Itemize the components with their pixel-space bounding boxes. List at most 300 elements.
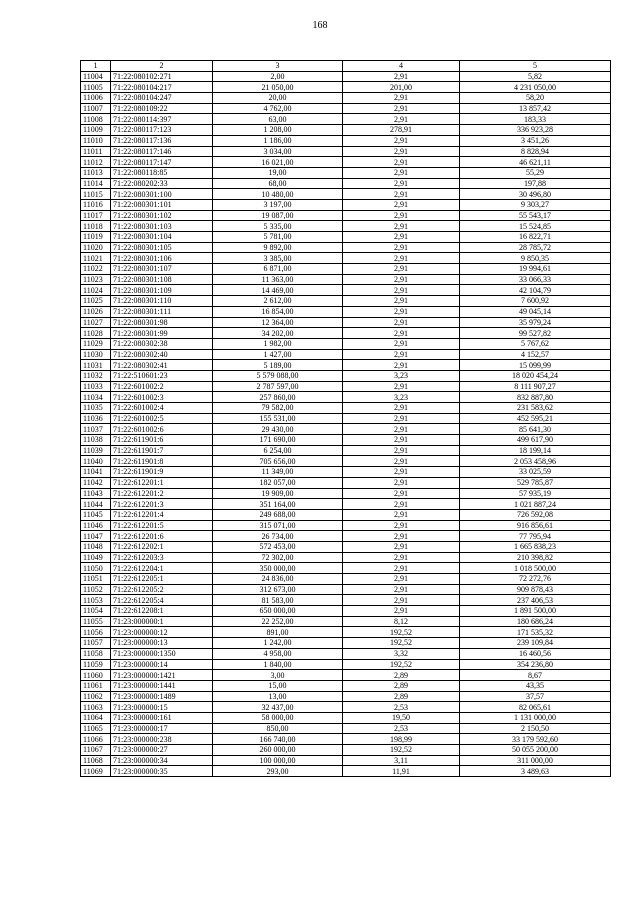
row-number: 11050 <box>81 563 111 574</box>
rate-value: 19,50 <box>343 712 460 723</box>
table-row <box>81 349 611 360</box>
area-value: 1 427,00 <box>213 349 343 360</box>
cadastral-number: 71:22:601002:2 <box>111 381 213 392</box>
row-number: 11012 <box>81 157 111 168</box>
total-value: 18 199,14 <box>460 445 611 456</box>
rate-value: 2,91 <box>343 563 460 574</box>
cadastral-number: 71:22:611901:8 <box>111 456 213 467</box>
row-number: 11053 <box>81 595 111 606</box>
area-value: 3 034,00 <box>213 146 343 157</box>
area-value: 155 531,00 <box>213 413 343 424</box>
cadastral-number: 71:22:080102:271 <box>111 71 213 82</box>
area-value: 29 430,00 <box>213 424 343 435</box>
table-row <box>81 499 611 510</box>
rate-value: 192,52 <box>343 638 460 649</box>
total-value: 832 887,80 <box>460 392 611 403</box>
cadastral-number: 71:22:510601:23 <box>111 370 213 381</box>
cadastral-number: 71:22:080301:100 <box>111 189 213 200</box>
total-value: 354 236,80 <box>460 659 611 670</box>
rate-value: 2,91 <box>343 499 460 510</box>
total-value: 16 822,71 <box>460 232 611 243</box>
table-row <box>81 477 611 488</box>
table-row <box>81 381 611 392</box>
cadastral-number: 71:22:080301:102 <box>111 210 213 221</box>
total-value: 82 065,61 <box>460 702 611 713</box>
table-row <box>81 734 611 745</box>
cadastral-number: 71:23:000000:13 <box>111 638 213 649</box>
area-value: 705 656,00 <box>213 456 343 467</box>
area-value: 26 734,00 <box>213 531 343 542</box>
rate-value: 2,89 <box>343 691 460 702</box>
rate-value: 2,91 <box>343 584 460 595</box>
cadastral-number: 71:22:080301:106 <box>111 253 213 264</box>
row-number: 11066 <box>81 734 111 745</box>
column-header-2: 2 <box>111 61 213 72</box>
total-value: 231 583,62 <box>460 403 611 414</box>
row-number: 11023 <box>81 274 111 285</box>
rate-value: 2,91 <box>343 71 460 82</box>
table-body <box>81 71 611 776</box>
row-number: 11017 <box>81 210 111 221</box>
cadastral-number: 71:22:080301:99 <box>111 328 213 339</box>
rate-value: 2,91 <box>343 306 460 317</box>
row-number: 11028 <box>81 328 111 339</box>
area-value: 5 335,00 <box>213 221 343 232</box>
cadastral-number: 71:22:612201:5 <box>111 520 213 531</box>
area-value: 891,00 <box>213 627 343 638</box>
rate-value: 2,91 <box>343 157 460 168</box>
table-row <box>81 135 611 146</box>
row-number: 11047 <box>81 531 111 542</box>
rate-value: 2,91 <box>343 488 460 499</box>
cadastral-number: 71:22:080114:397 <box>111 114 213 125</box>
rate-value: 3,32 <box>343 648 460 659</box>
total-value: 3 451,26 <box>460 135 611 146</box>
cadastral-number: 71:22:080301:104 <box>111 232 213 243</box>
total-value: 9 303,27 <box>460 199 611 210</box>
rate-value: 2,91 <box>343 456 460 467</box>
area-value: 572 453,00 <box>213 541 343 552</box>
total-value: 336 923,28 <box>460 125 611 136</box>
total-value: 7 600,92 <box>460 296 611 307</box>
row-number: 11010 <box>81 135 111 146</box>
cadastral-number: 71:22:601002:4 <box>111 403 213 414</box>
area-value: 14 469,00 <box>213 285 343 296</box>
table-row <box>81 766 611 777</box>
total-value: 37,57 <box>460 691 611 702</box>
row-number: 11048 <box>81 541 111 552</box>
rate-value: 2,91 <box>343 178 460 189</box>
cadastral-number: 71:22:080302:40 <box>111 349 213 360</box>
table-row <box>81 146 611 157</box>
total-value: 33 179 592,60 <box>460 734 611 745</box>
row-number: 11019 <box>81 232 111 243</box>
area-value: 249 688,00 <box>213 509 343 520</box>
row-number: 11042 <box>81 477 111 488</box>
total-value: 311 000,00 <box>460 755 611 766</box>
table-row <box>81 264 611 275</box>
table-row <box>81 616 611 627</box>
table-row <box>81 606 611 617</box>
cadastral-number: 71:22:080302:41 <box>111 360 213 371</box>
rate-value: 2,91 <box>343 328 460 339</box>
area-value: 166 740,00 <box>213 734 343 745</box>
total-value: 46 621,11 <box>460 157 611 168</box>
rate-value: 2,89 <box>343 680 460 691</box>
area-value: 171 690,00 <box>213 435 343 446</box>
rate-value: 192,52 <box>343 627 460 638</box>
area-value: 315 071,00 <box>213 520 343 531</box>
total-value: 43,35 <box>460 680 611 691</box>
rate-value: 2,91 <box>343 189 460 200</box>
cadastral-number: 71:23:000000:1 <box>111 616 213 627</box>
table-row <box>81 328 611 339</box>
table-row <box>81 467 611 478</box>
table-row <box>81 210 611 221</box>
area-value: 5 189,00 <box>213 360 343 371</box>
cadastral-number: 71:23:000000:27 <box>111 745 213 756</box>
table-row <box>81 691 611 702</box>
table-row <box>81 627 611 638</box>
area-value: 22 252,00 <box>213 616 343 627</box>
row-number: 11064 <box>81 712 111 723</box>
total-value: 72 272,76 <box>460 574 611 585</box>
row-number: 11055 <box>81 616 111 627</box>
cadastral-number: 71:23:000000:238 <box>111 734 213 745</box>
area-value: 2,00 <box>213 71 343 82</box>
table-row <box>81 114 611 125</box>
area-value: 63,00 <box>213 114 343 125</box>
row-number: 11039 <box>81 445 111 456</box>
area-value: 5 579 088,00 <box>213 370 343 381</box>
table-row <box>81 488 611 499</box>
table-row <box>81 317 611 328</box>
table-row <box>81 392 611 403</box>
table-row <box>81 167 611 178</box>
table-row <box>81 702 611 713</box>
area-value: 19,00 <box>213 167 343 178</box>
area-value: 351 164,00 <box>213 499 343 510</box>
area-value: 16 021,00 <box>213 157 343 168</box>
total-value: 35 979,24 <box>460 317 611 328</box>
row-number: 11026 <box>81 306 111 317</box>
table-row <box>81 552 611 563</box>
row-number: 11027 <box>81 317 111 328</box>
total-value: 726 592,08 <box>460 509 611 520</box>
rate-value: 2,91 <box>343 242 460 253</box>
rate-value: 2,91 <box>343 520 460 531</box>
row-number: 11013 <box>81 167 111 178</box>
area-value: 3 197,00 <box>213 199 343 210</box>
cadastral-number: 71:22:601002:6 <box>111 424 213 435</box>
total-value: 55 543,17 <box>460 210 611 221</box>
rate-value: 2,91 <box>343 477 460 488</box>
total-value: 171 535,32 <box>460 627 611 638</box>
area-value: 11 349,00 <box>213 467 343 478</box>
total-value: 19 994,61 <box>460 264 611 275</box>
total-value: 1 018 500,00 <box>460 563 611 574</box>
table-row <box>81 82 611 93</box>
rate-value: 2,91 <box>343 264 460 275</box>
cadastral-number: 71:23:000000:1441 <box>111 680 213 691</box>
area-value: 21 050,00 <box>213 82 343 93</box>
rate-value: 192,52 <box>343 659 460 670</box>
total-value: 33 025,59 <box>460 467 611 478</box>
row-number: 11030 <box>81 349 111 360</box>
area-value: 15,00 <box>213 680 343 691</box>
row-number: 11033 <box>81 381 111 392</box>
area-value: 9 892,00 <box>213 242 343 253</box>
cadastral-number: 71:22:612201:2 <box>111 488 213 499</box>
table-row <box>81 445 611 456</box>
table-row <box>81 435 611 446</box>
total-value: 180 686,24 <box>460 616 611 627</box>
area-value: 32 437,00 <box>213 702 343 713</box>
cadastral-number: 71:22:612205:4 <box>111 595 213 606</box>
table-row <box>81 680 611 691</box>
table-row <box>81 71 611 82</box>
area-value: 11 363,00 <box>213 274 343 285</box>
area-value: 10 480,00 <box>213 189 343 200</box>
total-value: 30 496,80 <box>460 189 611 200</box>
cadastral-number: 71:22:080301:103 <box>111 221 213 232</box>
row-number: 11034 <box>81 392 111 403</box>
cadastral-number: 71:23:000000:1350 <box>111 648 213 659</box>
rate-value: 2,91 <box>343 253 460 264</box>
row-number: 11046 <box>81 520 111 531</box>
table-row <box>81 659 611 670</box>
cadastral-number: 71:22:612204:1 <box>111 563 213 574</box>
cadastral-number: 71:23:000000:1421 <box>111 670 213 681</box>
rate-value: 2,91 <box>343 285 460 296</box>
cadastral-number: 71:23:000000:15 <box>111 702 213 713</box>
row-number: 11068 <box>81 755 111 766</box>
table-row <box>81 424 611 435</box>
table-row <box>81 370 611 381</box>
rate-value: 2,89 <box>343 670 460 681</box>
total-value: 4 152,57 <box>460 349 611 360</box>
total-value: 58,20 <box>460 93 611 104</box>
cadastral-number: 71:22:080117:146 <box>111 146 213 157</box>
rate-value: 2,91 <box>343 467 460 478</box>
rate-value: 2,91 <box>343 349 460 360</box>
table-row <box>81 360 611 371</box>
area-value: 100 000,00 <box>213 755 343 766</box>
row-number: 11035 <box>81 403 111 414</box>
cadastral-number: 71:22:611901:7 <box>111 445 213 456</box>
area-value: 79 582,00 <box>213 403 343 414</box>
row-number: 11032 <box>81 370 111 381</box>
cadastral-number: 71:22:612205:2 <box>111 584 213 595</box>
cadastral-number: 71:23:000000:12 <box>111 627 213 638</box>
total-value: 197,88 <box>460 178 611 189</box>
cadastral-number: 71:22:612208:1 <box>111 606 213 617</box>
cadastral-number: 71:22:612201:1 <box>111 477 213 488</box>
row-number: 11006 <box>81 93 111 104</box>
total-value: 3 489,63 <box>460 766 611 777</box>
rate-value: 2,91 <box>343 531 460 542</box>
table-row <box>81 221 611 232</box>
rate-value: 2,91 <box>343 445 460 456</box>
row-number: 11069 <box>81 766 111 777</box>
table-row <box>81 306 611 317</box>
rate-value: 278,91 <box>343 125 460 136</box>
row-number: 11014 <box>81 178 111 189</box>
row-number: 11004 <box>81 71 111 82</box>
area-value: 182 057,00 <box>213 477 343 488</box>
area-value: 2 787 597,00 <box>213 381 343 392</box>
table-row <box>81 670 611 681</box>
total-value: 1 021 887,24 <box>460 499 611 510</box>
cadastral-number: 71:22:080301:109 <box>111 285 213 296</box>
total-value: 5,82 <box>460 71 611 82</box>
table-row <box>81 403 611 414</box>
table-row <box>81 338 611 349</box>
rate-value: 2,91 <box>343 135 460 146</box>
table-row <box>81 638 611 649</box>
table-row <box>81 520 611 531</box>
table-row <box>81 574 611 585</box>
row-number: 11051 <box>81 574 111 585</box>
cadastral-number: 71:22:612201:6 <box>111 531 213 542</box>
table-row <box>81 253 611 264</box>
row-number: 11067 <box>81 745 111 756</box>
cadastral-number: 71:22:080104:247 <box>111 93 213 104</box>
total-value: 237 406,53 <box>460 595 611 606</box>
row-number: 11057 <box>81 638 111 649</box>
row-number: 11021 <box>81 253 111 264</box>
table-row <box>81 531 611 542</box>
row-number: 11059 <box>81 659 111 670</box>
total-value: 1 131 000,00 <box>460 712 611 723</box>
total-value: 9 850,35 <box>460 253 611 264</box>
total-value: 28 785,72 <box>460 242 611 253</box>
area-value: 1 982,00 <box>213 338 343 349</box>
area-value: 3,00 <box>213 670 343 681</box>
row-number: 11045 <box>81 509 111 520</box>
area-value: 850,00 <box>213 723 343 734</box>
total-value: 50 055 200,00 <box>460 745 611 756</box>
rate-value: 192,52 <box>343 745 460 756</box>
area-value: 4 762,00 <box>213 103 343 114</box>
table-row <box>81 723 611 734</box>
area-value: 58 000,00 <box>213 712 343 723</box>
rate-value: 2,91 <box>343 403 460 414</box>
area-value: 650 000,00 <box>213 606 343 617</box>
rate-value: 2,91 <box>343 146 460 157</box>
total-value: 42 104,79 <box>460 285 611 296</box>
rate-value: 2,91 <box>343 435 460 446</box>
cadastral-number: 71:22:080301:98 <box>111 317 213 328</box>
total-value: 99 527,82 <box>460 328 611 339</box>
total-value: 15 099,99 <box>460 360 611 371</box>
data-table <box>80 60 611 777</box>
cadastral-number: 71:22:612202:1 <box>111 541 213 552</box>
rate-value: 201,00 <box>343 82 460 93</box>
row-number: 11007 <box>81 103 111 114</box>
row-number: 11008 <box>81 114 111 125</box>
total-value: 8 111 907,27 <box>460 381 611 392</box>
row-number: 11056 <box>81 627 111 638</box>
row-number: 11009 <box>81 125 111 136</box>
total-value: 8 828,94 <box>460 146 611 157</box>
row-number: 11018 <box>81 221 111 232</box>
row-number: 11052 <box>81 584 111 595</box>
rate-value: 2,91 <box>343 221 460 232</box>
cadastral-number: 71:22:080118:85 <box>111 167 213 178</box>
cadastral-number: 71:22:601002:5 <box>111 413 213 424</box>
table-row <box>81 584 611 595</box>
cadastral-number: 71:22:080301:107 <box>111 264 213 275</box>
cadastral-number: 71:23:000000:35 <box>111 766 213 777</box>
rate-value: 11,91 <box>343 766 460 777</box>
total-value: 5 767,62 <box>460 338 611 349</box>
total-value: 13 857,42 <box>460 103 611 114</box>
rate-value: 2,91 <box>343 210 460 221</box>
total-value: 239 109,84 <box>460 638 611 649</box>
total-value: 1 665 838,23 <box>460 541 611 552</box>
rate-value: 2,91 <box>343 424 460 435</box>
cadastral-number: 71:22:612201:3 <box>111 499 213 510</box>
area-value: 1 186,00 <box>213 135 343 146</box>
table-row <box>81 103 611 114</box>
row-number: 11065 <box>81 723 111 734</box>
cadastral-number: 71:22:080301:111 <box>111 306 213 317</box>
cadastral-number: 71:22:080302:38 <box>111 338 213 349</box>
total-value: 8,67 <box>460 670 611 681</box>
cadastral-number: 71:22:080202:33 <box>111 178 213 189</box>
area-value: 24 836,00 <box>213 574 343 585</box>
rate-value: 2,91 <box>343 509 460 520</box>
table-row <box>81 93 611 104</box>
area-value: 3 385,00 <box>213 253 343 264</box>
table-row <box>81 595 611 606</box>
area-value: 16 854,00 <box>213 306 343 317</box>
rate-value: 2,53 <box>343 723 460 734</box>
total-value: 77 795,94 <box>460 531 611 542</box>
table-row <box>81 712 611 723</box>
page-number: 168 <box>312 20 328 31</box>
cadastral-number: 71:22:080104:217 <box>111 82 213 93</box>
row-number: 11037 <box>81 424 111 435</box>
rate-value: 2,91 <box>343 317 460 328</box>
table-row <box>81 232 611 243</box>
area-value: 260 000,00 <box>213 745 343 756</box>
row-number: 11061 <box>81 680 111 691</box>
table-row <box>81 296 611 307</box>
table-row <box>81 157 611 168</box>
cadastral-number: 71:22:612205:1 <box>111 574 213 585</box>
area-value: 12 364,00 <box>213 317 343 328</box>
column-header-3: 3 <box>213 61 343 72</box>
cadastral-number: 71:23:000000:161 <box>111 712 213 723</box>
table-row <box>81 189 611 200</box>
row-number: 11062 <box>81 691 111 702</box>
row-number: 11025 <box>81 296 111 307</box>
row-number: 11044 <box>81 499 111 510</box>
row-number: 11024 <box>81 285 111 296</box>
cadastral-number: 71:22:612203:3 <box>111 552 213 563</box>
row-number: 11020 <box>81 242 111 253</box>
area-value: 293,00 <box>213 766 343 777</box>
cadastral-number: 71:22:611901:9 <box>111 467 213 478</box>
area-value: 312 673,00 <box>213 584 343 595</box>
area-value: 1 242,00 <box>213 638 343 649</box>
rate-value: 2,91 <box>343 167 460 178</box>
table-row <box>81 274 611 285</box>
row-number: 11036 <box>81 413 111 424</box>
rate-value: 2,91 <box>343 381 460 392</box>
